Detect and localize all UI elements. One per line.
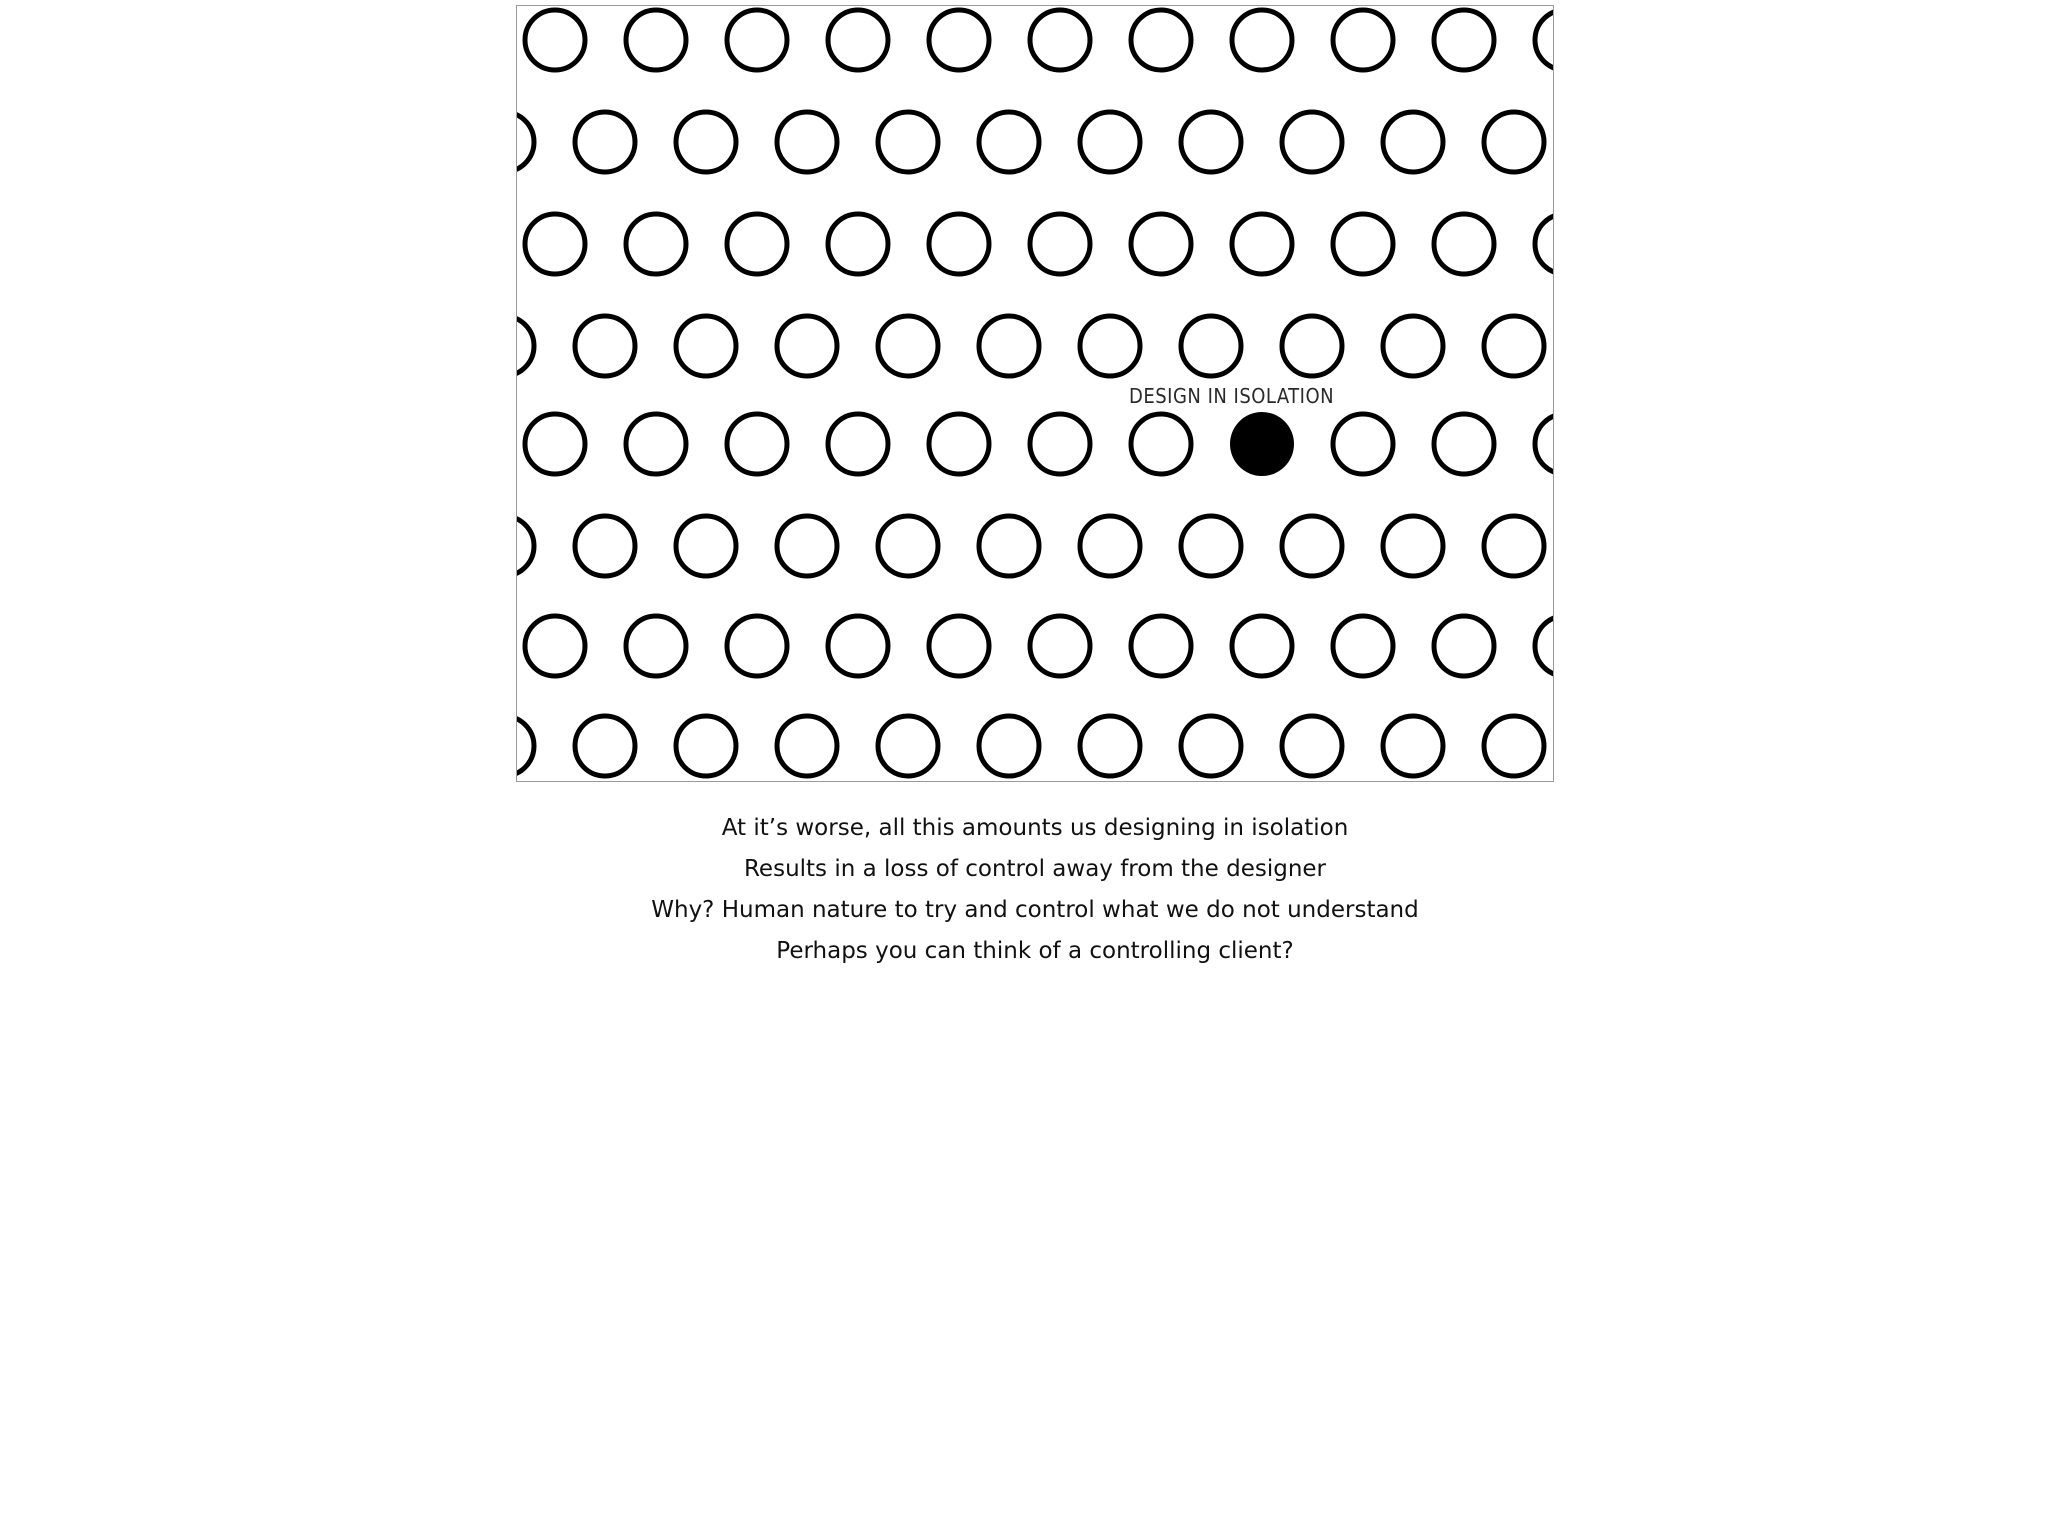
ring-circle: [979, 716, 1039, 776]
ring-circle: [1484, 516, 1544, 576]
ring-circle: [1232, 10, 1292, 70]
ring-circle: [1181, 112, 1241, 172]
ring-circle: [777, 716, 837, 776]
ring-circle: [575, 516, 635, 576]
ring-circle: [1030, 214, 1090, 274]
ring-circle: [828, 414, 888, 474]
ring-circle: [1030, 10, 1090, 70]
ring-circle: [1181, 516, 1241, 576]
ring-circle: [1383, 316, 1443, 376]
ring-circle: [878, 112, 938, 172]
ring-circle: [525, 214, 585, 274]
ring-circle: [1434, 616, 1494, 676]
ring-circle: [676, 516, 736, 576]
ring-circle: [979, 516, 1039, 576]
ring-circle: [1535, 214, 1553, 274]
speaker-notes: [516, 808, 1554, 972]
ring-circle: [575, 316, 635, 376]
ring-circle: [1282, 316, 1342, 376]
note-line-4: Perhaps you can think of a controlling client?: [776, 938, 1294, 964]
ring-circle: [1383, 716, 1443, 776]
slide-caption: DESIGN IN ISOLATION: [1129, 384, 1335, 408]
ring-circle: [1080, 316, 1140, 376]
ring-circle: [525, 616, 585, 676]
ring-circle: [626, 414, 686, 474]
ring-circle: [1333, 616, 1393, 676]
ring-circle: [1434, 214, 1494, 274]
ring-circle: [1383, 516, 1443, 576]
ring-circle: [1131, 616, 1191, 676]
note-line-3: Why? Human nature to try and control what we do not understand: [651, 897, 1419, 923]
ring-circle: [517, 112, 534, 172]
ring-circle: [979, 112, 1039, 172]
ring-circle: [1484, 716, 1544, 776]
ring-circle: [1484, 316, 1544, 376]
ring-circle: [1535, 616, 1553, 676]
ring-circle: [828, 214, 888, 274]
ring-circle: [575, 112, 635, 172]
ring-circle: [1181, 716, 1241, 776]
ring-circle: [1535, 414, 1553, 474]
ring-circle: [1232, 616, 1292, 676]
ring-circle: [1434, 10, 1494, 70]
circle-pattern-graphic: [517, 6, 1553, 781]
ring-circle: [1484, 112, 1544, 172]
ring-circle: [727, 214, 787, 274]
ring-circle: [777, 316, 837, 376]
ring-circle: [1434, 414, 1494, 474]
ring-circle: [517, 716, 534, 776]
ring-circle: [676, 112, 736, 172]
ring-circle: [979, 316, 1039, 376]
ring-circle: [777, 516, 837, 576]
ring-circle: [1282, 112, 1342, 172]
ring-circle: [1080, 516, 1140, 576]
ring-circle: [828, 10, 888, 70]
ring-circle: [1333, 214, 1393, 274]
ring-circle: [1181, 316, 1241, 376]
ring-circle: [1333, 414, 1393, 474]
ring-circle: [1131, 214, 1191, 274]
ring-circle: [878, 716, 938, 776]
note-line-1: At it’s worse, all this amounts us designing in isolation: [721, 815, 1349, 841]
note-line-2: Results in a loss of control away from the designer: [743, 856, 1327, 882]
ring-circle: [626, 214, 686, 274]
ring-circle: [676, 716, 736, 776]
ring-circle: [1080, 716, 1140, 776]
ring-circle: [929, 10, 989, 70]
ring-circle: [1282, 516, 1342, 576]
ring-circle: [1282, 716, 1342, 776]
ring-circle: [1333, 10, 1393, 70]
ring-circle: [1535, 10, 1553, 70]
ring-circle: [929, 214, 989, 274]
ring-circle: [1080, 112, 1140, 172]
ring-circle: [878, 316, 938, 376]
ring-circle: [626, 616, 686, 676]
ring-circle: [1232, 214, 1292, 274]
filled-circle: [1230, 412, 1294, 476]
ring-circle: [929, 414, 989, 474]
ring-circle: [878, 516, 938, 576]
ring-circle: [525, 10, 585, 70]
ring-circle: [929, 616, 989, 676]
ring-circle: [517, 516, 534, 576]
ring-circle: [575, 716, 635, 776]
ring-circle: [517, 316, 534, 376]
ring-circle: [727, 616, 787, 676]
ring-circle: [1131, 10, 1191, 70]
slide-image: [516, 5, 1554, 782]
ring-circle: [727, 10, 787, 70]
ring-circle: [626, 10, 686, 70]
ring-circle: [727, 414, 787, 474]
ring-circle: [676, 316, 736, 376]
ring-circle: [1030, 414, 1090, 474]
ring-circle: [1131, 414, 1191, 474]
ring-circle: [525, 414, 585, 474]
ring-circle: [1030, 616, 1090, 676]
ring-circle: [777, 112, 837, 172]
ring-circle: [828, 616, 888, 676]
ring-circle: [1383, 112, 1443, 172]
